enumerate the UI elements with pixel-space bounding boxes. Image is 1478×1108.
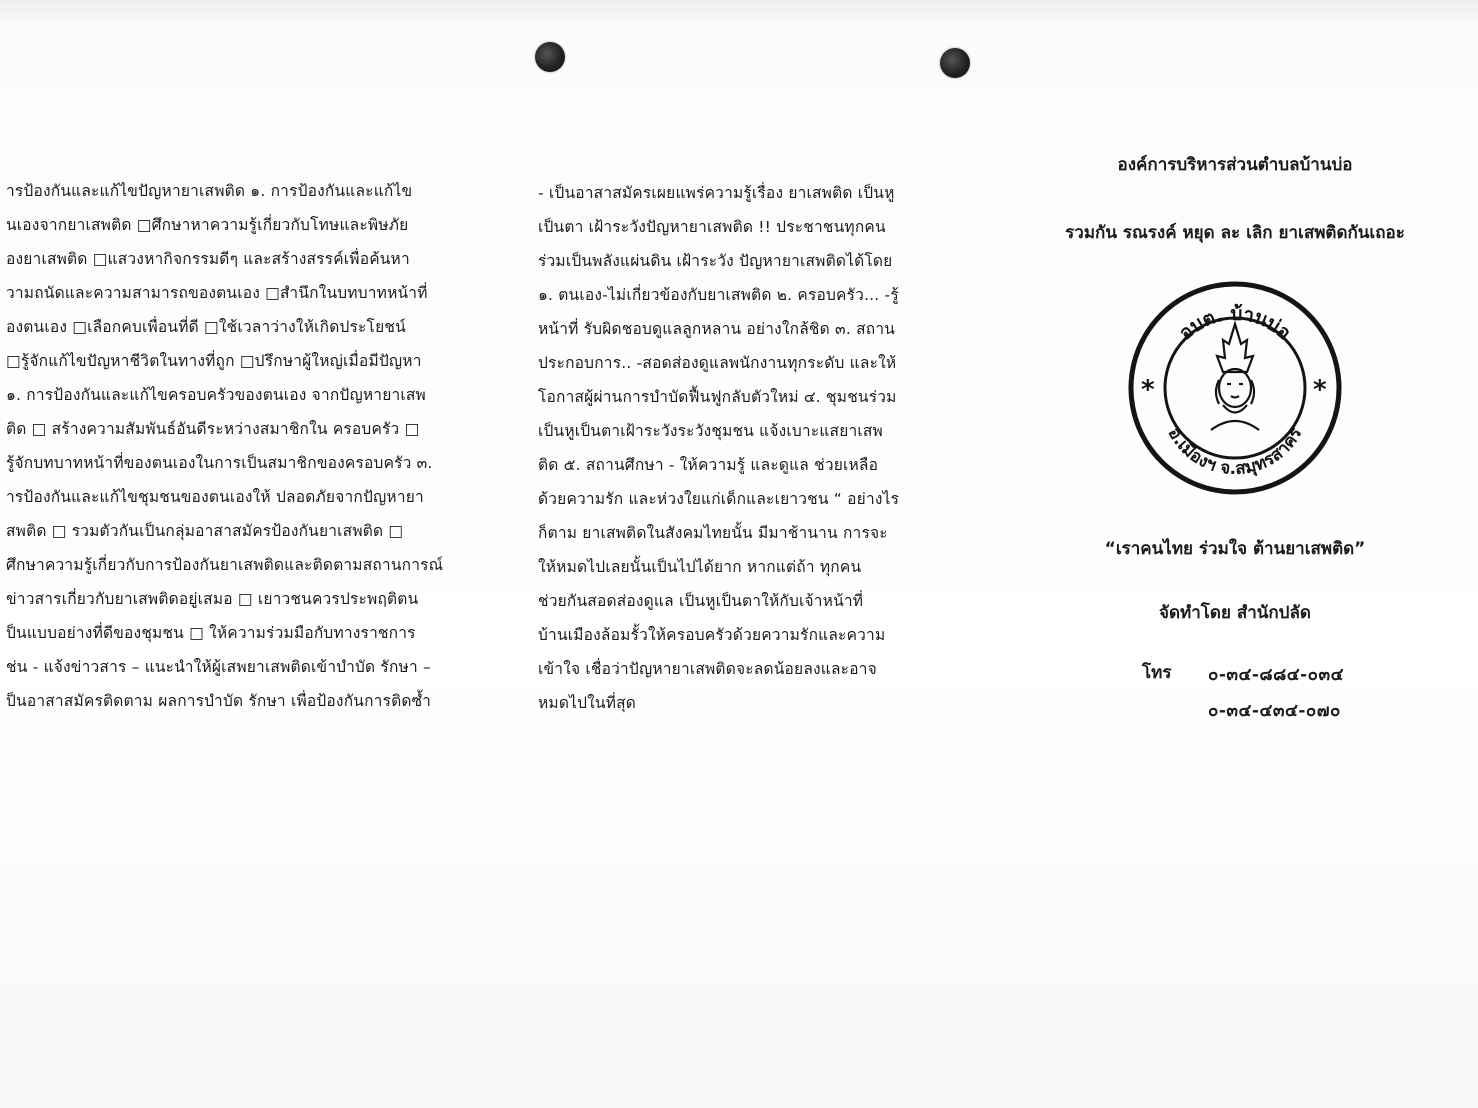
svg-text:อ.เมืองฯ จ.สมุทรสาคร <box>1164 424 1307 479</box>
punch-hole <box>940 48 970 78</box>
text-line: รู้จักบทบาทหน้าที่ของตนเองในการเป็นสมาชิกของครอบครัว ๓. <box>6 454 433 472</box>
text-line: ประกอบการ.. -สอดส่องดูแลพนักงานทุกระดับ และให้ <box>538 354 897 372</box>
text-line: องตนเอง □เลือกคบเพื่อนที่ดี □ใช้เวลาว่างให้เกิดประโยชน์ <box>6 318 406 336</box>
text-line: ารป้องกันและแก้ไขปัญหายาเสพติด ๑. การป้องกันและแก้ไข <box>6 182 413 200</box>
svg-text:*: * <box>1141 375 1155 405</box>
text-line: ด้วยความรัก และห่วงใยแก่เด็กและเยาวชน “ อย่างไร <box>538 490 900 508</box>
text-line: ๑. การป้องกันและแก้ไขครอบครัวของตนเอง จากปัญหายาเสพ <box>6 386 426 404</box>
phone-contact <box>1040 656 1430 736</box>
campaign-slogan: รวมกัน รณรงค์ หยุด ละ เลิก ยาเสพติดกันเถอะ <box>1065 223 1405 243</box>
left-text-column <box>6 174 498 718</box>
text-line: หมดไปในที่สุด <box>538 694 637 712</box>
produced-by: จัดทำโดย สำนักปลัด <box>1159 603 1311 623</box>
middle-text-column <box>538 176 944 720</box>
text-line: ช่วยกันสอดส่องดูแล เป็นหูเป็นตาให้กับเจ้าหน้าที่ <box>538 592 864 610</box>
text-line: ก็ตาม ยาเสพติดในสังคมไทยนั้น มีมาช้านาน การจะ <box>538 524 888 542</box>
text-line: บ้านเมืองล้อมรั้วให้ครอบครัวด้วยความรักและความ <box>538 626 886 644</box>
seal-emblem-icon <box>1127 280 1343 496</box>
text-line: ป็นแบบอย่างที่ดีของชุมชน □ ให้ความร่วมมือกับทางราชการ <box>6 624 416 642</box>
organization-name: องค์การบริหารส่วนตำบลบ้านบ่อ <box>1117 155 1353 175</box>
phone-number: ๐-๓๔-๘๘๔-๐๓๔ <box>1208 665 1344 685</box>
seal-bottom-text: อ.เมืองฯ จ.สมุทรสาคร <box>1163 424 1307 480</box>
text-line: ร่วมเป็นพลังแผ่นดิน เฝ้าระวัง ปัญหายาเสพติดได้โดย <box>538 252 893 270</box>
phone-label: โทร <box>1142 663 1172 683</box>
organization-seal <box>1127 280 1343 496</box>
text-line: ให้หมดไปเลยนั้นเป็นไปได้ยาก หากแต่ถ้า ทุกคน <box>538 558 862 576</box>
text-line: เข้าใจ เชื่อว่าปัญหายาเสพติดจะลดน้อยลงและอาจ <box>538 660 877 678</box>
text-line: ารป้องกันและแก้ไขชุมชนของตนเองให้ ปลอดภัยจากปัญหายา <box>6 488 424 506</box>
text-line: โอกาสผู้ผ่านการบำบัดฟื้นฟูกลับตัวใหม่ ๔. ชุมชนร่วม <box>538 388 897 406</box>
cover-panel <box>1040 140 1430 736</box>
text-line: เป็นตา เฝ้าระวังปัญหายาเสพติด !! ประชาชนทุกคน <box>538 218 886 236</box>
svg-text:*: * <box>1313 375 1327 405</box>
text-line: - เป็นอาสาสมัครเผยแพร่ความรู้เรื่อง ยาเสพติด เป็นหู <box>538 184 895 202</box>
text-line: ข่าวสารเกี่ยวกับยาเสพติดอยู่เสมอ □ เยาวชนควรประพฤติตน <box>6 590 419 608</box>
text-line: ศึกษาความรู้เกี่ยวกับการป้องกันยาเสพติดและติดตามสถานการณ์ <box>6 556 444 574</box>
phone-number: ๐-๓๔-๔๓๔-๐๗๐ <box>1208 701 1341 721</box>
text-line: สพติด □ รวมตัวกันเป็นกลุ่มอาสาสมัครป้องกันยาเสพติด □ <box>6 522 404 540</box>
punch-hole <box>535 42 565 72</box>
text-line: หน้าที่ รับผิดชอบดูแลลูกหลาน อย่างใกล้ชิด ๓. สถาน <box>538 320 896 338</box>
text-line: ๑. ตนเอง-ไม่เกี่ยวข้องกับยาเสพติด ๒. ครอบครัว... -รู้ <box>538 286 899 304</box>
text-line: □รู้จักแก้ไขปัญหาชีวิตในทางที่ถูก □ปรึกษาผู้ใหญ่เมื่อมีปัญหา <box>6 352 422 370</box>
text-line: ติด ๕. สถานศึกษา - ให้ความรู้ และดูแล ช่วยเหลือ <box>538 456 879 474</box>
text-line: นเองจากยาเสพติด □ศึกษาหาความรู้เกี่ยวกับโทษและพิษภัย <box>6 216 409 234</box>
text-line: ป็นอาสาสมัครติดตาม ผลการบำบัด รักษา เพื่อป้องกันการติดซ้ำ <box>6 692 432 710</box>
campaign-quote: “เราคนไทย ร่วมใจ ต้านยาเสพติด” <box>1104 539 1366 559</box>
text-line: วามถนัดและความสามารถของตนเอง □สำนึกในบทบาทหน้าที่ <box>6 284 428 302</box>
text-line: เป็นหูเป็นตาเฝ้าระวังระวังชุมชน แจ้งเบาะแสยาเสพ <box>538 422 883 440</box>
text-line: องยาเสพติด □แสวงหากิจกรรมดีๆ และสร้างสรรค์เพื่อค้นหา <box>6 250 410 268</box>
seal-top-text: อบต. บ้านบ่อ <box>1174 302 1296 345</box>
text-line: ช่น - แจ้งข่าวสาร – แนะนำให้ผู้เสพยาเสพติดเข้าบำบัด รักษา – <box>6 658 431 676</box>
text-line: ติด □ สร้างความสัมพันธ์อันดีระหว่างสมาชิกใน ครอบครัว □ <box>6 420 420 438</box>
